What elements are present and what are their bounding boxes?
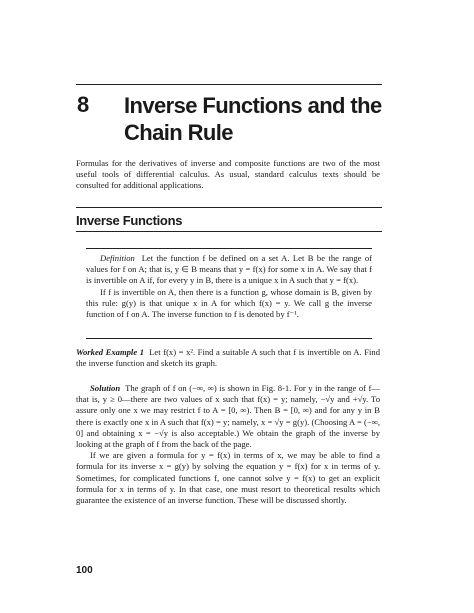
example-text: Let f(x) = x². Find a suitable A such that f is invertible on A. Find the inverse function and sketch its graph. [76,347,380,369]
solution-block [76,383,380,506]
definition-text-1: Let the function f be defined on a set A. Let B be the range of values for f on A; that is, y ∈ B means that y = f(x) for some x in A. We say that f is invertible on A if, for every y in B, there is a unique x in A such that y = f(x). [86,253,373,286]
example-paragraph [76,347,380,369]
intro-paragraph: Formulas for the derivatives of inverse and composite functions are two of the most useful tools of differential calculus. As usual, standard calculus texts should be consulted for additional applications. [76,158,380,191]
definition-rule-top [86,248,372,249]
worked-example [76,347,380,369]
section-heading: Inverse Functions [76,213,183,228]
solution-paragraph-1 [76,383,380,450]
chapter-number: 8 [77,92,89,117]
definition-block [86,253,372,320]
definition-rule-bottom [86,338,372,339]
chapter-title-line-2: Chain Rule [124,120,233,145]
chapter-title [124,92,424,146]
chapter-title-line-1: Inverse Functions and the [124,93,382,118]
definition-paragraph-2: If f is invertible on A, then there is a function g, whose domain is B, given by this rule: g(y) is that unique x in A for which f(x) = y. We call g the inverse function of f on A. The inverse function to f is denoted by f⁻¹. [86,286,372,320]
example-label: Worked Example 1 [76,347,145,357]
top-rule [76,84,382,85]
page-number: 100 [76,565,93,576]
solution-label: Solution [90,383,121,393]
section-rule-top [76,207,382,208]
definition-label: Definition [100,253,135,263]
solution-paragraph-2: If we are given a formula for y = f(x) in terms of x, we may be able to find a formula for its inverse x = g(y) by solving the equation y = f(x) for x in terms of y. Sometimes, for complicated functions f, one cannot solve y = f(x) to get an explicit formula for x in terms of y. In that case, one must resort to theoretical results which guarantee the existence of an inverse function. These will be discussed shortly. [76,450,380,506]
solution-text-1: The graph of f on (−∞, ∞) is shown in Fig. 8-1. For y in the range of f—that is, y ≥ 0—there are two values of x such that f(x) = y; namely, −√y and +√y. To assure only one x we may restrict f to A = [0, ∞). Then B = [0, ∞) and for any y in B there is exactly one x in A such that f(x) = y; namely, x = √y = g(y). (Choosing A = (−∞, 0] and obtaining x = −√y is also acceptable.) We obtain the graph of the inverse by looking at the graph of f from the back of the page. [76,383,380,450]
definition-paragraph-1 [86,253,372,287]
section-rule-bottom [76,231,382,232]
